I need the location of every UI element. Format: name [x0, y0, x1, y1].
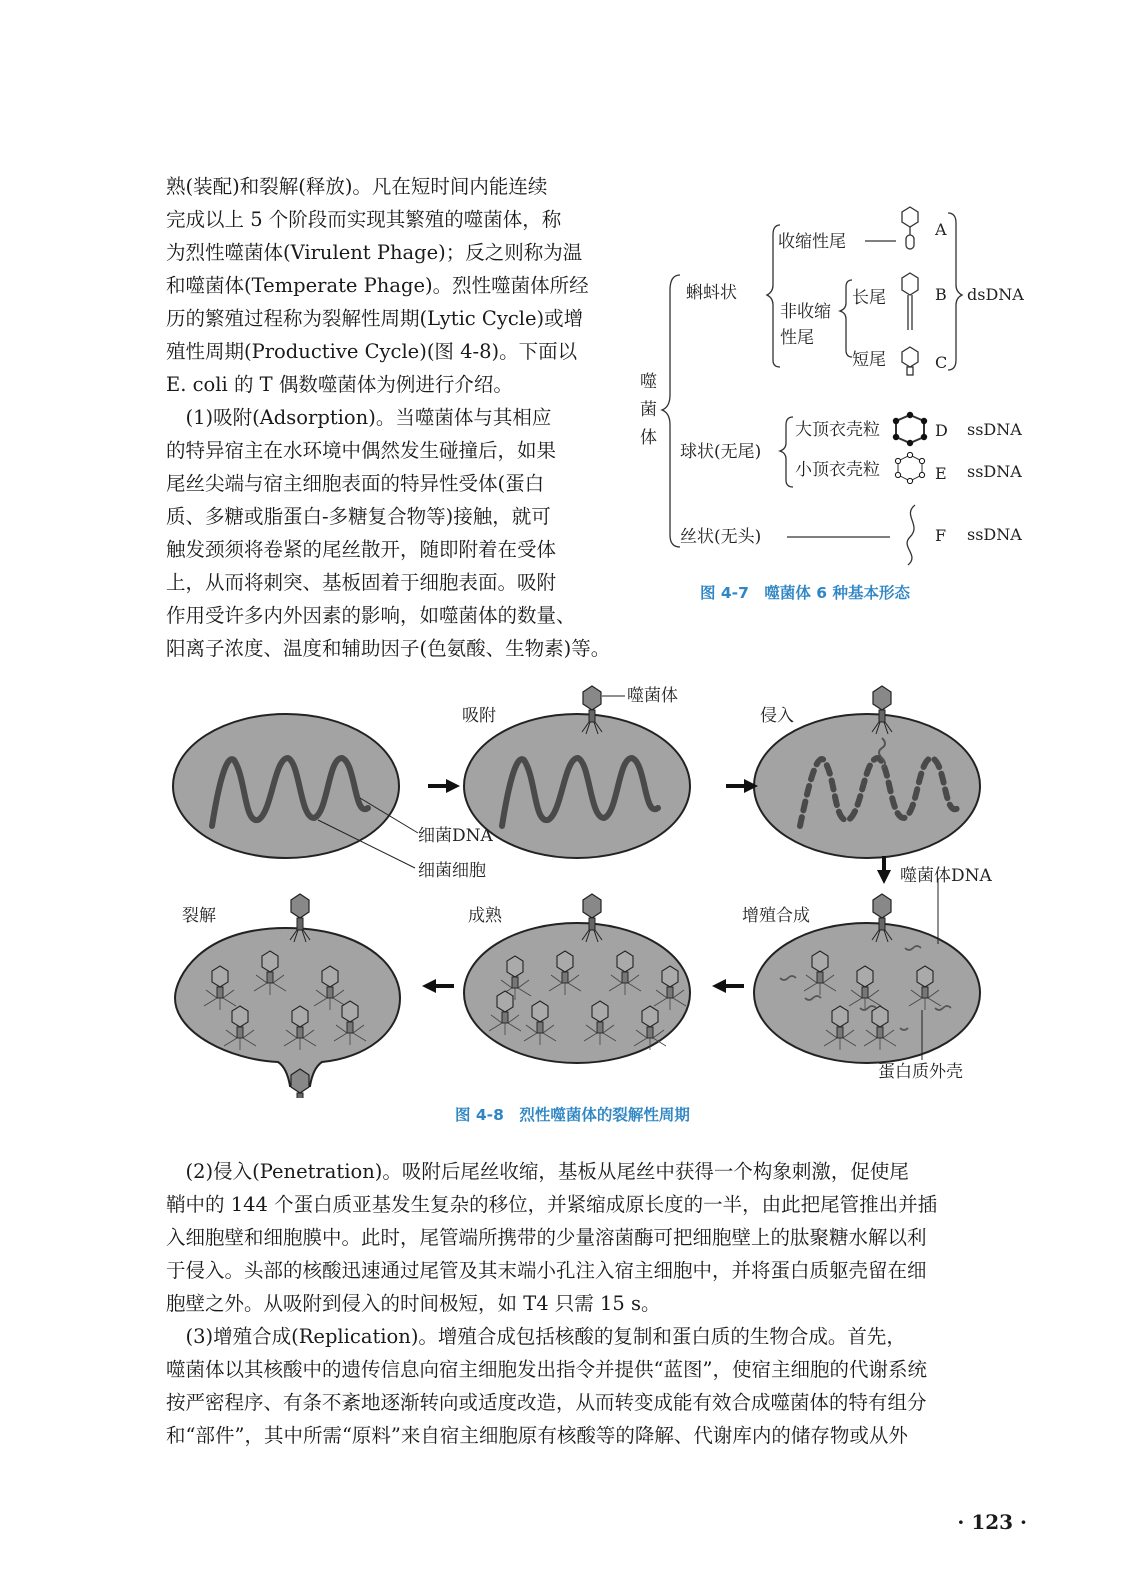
- fig47-letter-a: A: [935, 220, 947, 239]
- fig47-ssdna-f-label: ssDNA: [967, 525, 1022, 544]
- fig48-bact-cell-label: 细菌细胞: [418, 861, 486, 881]
- fig47-long-tail-label: 长尾: [852, 288, 886, 308]
- text-line: 历的繁殖过程称为裂解性周期(Lytic Cycle)或增: [166, 307, 584, 330]
- text-line: 按严密程序、有条不紊地逐渐转向或适度改造，从而转变成能有效合成噬菌体的特有组分: [166, 1391, 927, 1414]
- fig47-letter-e: E: [935, 464, 947, 483]
- fig48-stage-penetration: 侵入: [760, 706, 794, 726]
- text-line: E. coli 的 T 偶数噬菌体为例进行介绍。: [166, 373, 513, 396]
- text-line: (3)增殖合成(Replication)。增殖合成包括核酸的复制和蛋白质的生物合成。首先，: [166, 1325, 906, 1348]
- text-line: 尾丝尖端与宿主细胞表面的特异性受体(蛋白: [166, 472, 545, 495]
- text-line: 完成以上 5 个阶段而实现其繁殖的噬菌体，称: [166, 208, 562, 231]
- text-line: 入细胞壁和细胞膜中。此时，尾管端所携带的少量溶菌酶可把细胞壁上的肽聚糖水解以利: [166, 1226, 927, 1249]
- text-line: 和噬菌体(Temperate Phage)。烈性噬菌体所经: [166, 274, 589, 297]
- fig48-phage-dna-label: 噬菌体DNA: [900, 866, 992, 886]
- fig47-contractile-label: 收缩性尾: [778, 232, 846, 252]
- page-number: · 123 ·: [957, 1510, 1027, 1534]
- figure-4-7: [630, 195, 1050, 585]
- fig48-bact-dna-label: 细菌DNA: [418, 826, 493, 846]
- text-line: 熟(装配)和裂解(释放)。凡在短时间内能连续: [166, 175, 548, 198]
- text-line: 阳离子浓度、温度和辅助因子(色氨酸、生物素)等。: [166, 637, 611, 660]
- text-line: 为烈性噬菌体(Virulent Phage)；反之则称为温: [166, 241, 583, 264]
- text-line: 胞壁之外。从吸附到侵入的时间极短，如 T4 只需 15 s。: [166, 1292, 661, 1315]
- left-paragraphs: [166, 170, 618, 665]
- text-line: 触发颈须将卷紧的尾丝散开，随即附着在受体: [166, 538, 557, 561]
- text-line: 上，从而将刺突、基板固着于细胞表面。吸附: [166, 571, 557, 594]
- text-line: 的特异宿主在水环境中偶然发生碰撞后，如果: [166, 439, 557, 462]
- text-line: (1)吸附(Adsorption)。当噬菌体与其相应: [166, 406, 552, 429]
- fig47-letter-c: C: [935, 353, 948, 372]
- bottom-paragraphs: [166, 1155, 1018, 1452]
- fig47-dsdna-label: dsDNA: [967, 285, 1024, 304]
- text-line: 鞘中的 144 个蛋白质亚基发生复杂的移位，并紧缩成原长度的一半，由此把尾管推出并插: [166, 1193, 938, 1216]
- fig47-ssdna-d-label: ssDNA: [967, 420, 1022, 439]
- text-line: 作用受许多内外因素的影响，如噬菌体的数量、: [166, 604, 576, 627]
- text-line: (2)侵入(Penetration)。吸附后尾丝收缩，基板从尾丝中获得一个构象刺激，促使尾: [166, 1160, 909, 1183]
- text-line: 殖性周期(Productive Cycle)(图 4-8)。下面以: [166, 340, 578, 363]
- fig48-protein-coat-label: 蛋白质外壳: [878, 1062, 963, 1082]
- fig47-filamentous-label: 丝状(无头): [680, 527, 762, 547]
- fig47-short-tail-label: 短尾: [852, 350, 886, 370]
- figure-4-8: [160, 678, 1030, 1098]
- fig48-phage-label: 噬菌体: [627, 686, 678, 706]
- text-line: 于侵入。头部的核酸迅速通过尾管及其末端小孔注入宿主细胞中，并将蛋白质躯壳留在细: [166, 1259, 927, 1282]
- fig47-letter-d: D: [935, 421, 948, 440]
- fig47-root-label: 噬菌体: [640, 372, 657, 448]
- fig48-stage-maturation: 成熟: [468, 906, 502, 926]
- fig48-stage-lysis: 裂解: [182, 906, 216, 926]
- fig47-letter-b: B: [935, 285, 947, 304]
- fig48-stage-replication: 增殖合成: [742, 906, 810, 926]
- fig47-caption: 图 4-7 噬菌体 6 种基本形态: [700, 584, 910, 602]
- fig48-stage-adsorption: 吸附: [462, 706, 496, 726]
- fig47-letter-f: F: [935, 526, 947, 545]
- fig47-large-capsomere-label: 大顶衣壳粒: [795, 420, 880, 440]
- fig47-tadpole-label: 蝌蚪状: [686, 283, 737, 303]
- fig47-spherical-label: 球状(无尾): [680, 442, 762, 462]
- fig47-ssdna-e-label: ssDNA: [967, 462, 1022, 481]
- text-line: 质、多糖或脂蛋白-多糖复合物等)接触，就可: [166, 505, 551, 528]
- fig47-small-capsomere-label: 小顶衣壳粒: [795, 460, 880, 480]
- fig48-caption: 图 4-8 烈性噬菌体的裂解性周期: [455, 1106, 690, 1124]
- text-line: 噬菌体以其核酸中的遗传信息向宿主细胞发出指令并提供“蓝图”，使宿主细胞的代谢系统: [166, 1358, 927, 1381]
- fig47-noncontractile-label: 非收缩性尾: [780, 302, 831, 348]
- text-line: 和“部件”，其中所需“原料”来自宿主细胞原有核酸等的降解、代谢库内的储存物或从外: [166, 1424, 908, 1447]
